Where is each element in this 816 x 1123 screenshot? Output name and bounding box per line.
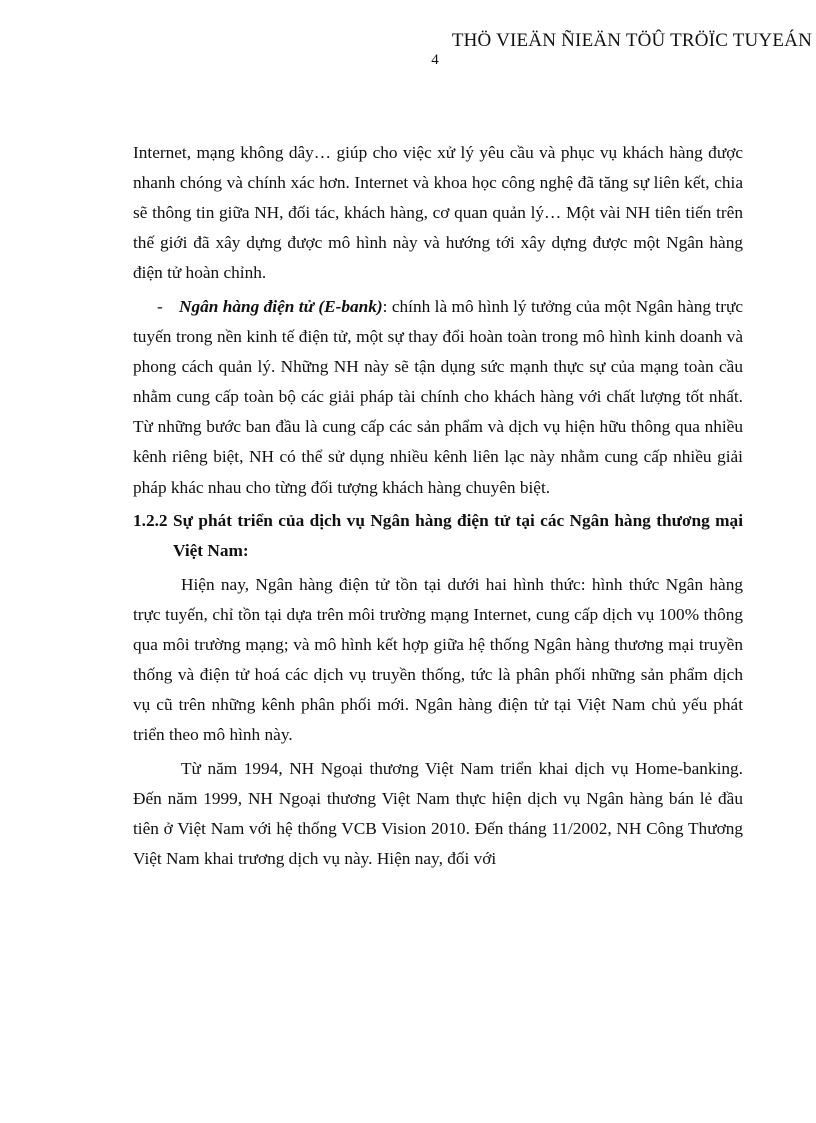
- site-header-title: THÖ VIEÄN ÑIEÄN TÖÛ TRÖÏC TUYEÁN: [451, 30, 812, 51]
- section-title: Sự phát triển của dịch vụ Ngân hàng điện tử tại các Ngân hàng thương mại Việt Nam:: [173, 511, 743, 561]
- document-body: [133, 138, 743, 878]
- paragraph-forms: Hiện nay, Ngân hàng điện tử tồn tại dưới hai hình thức: hình thức Ngân hàng trực tuyến, chỉ tồn tại dựa trên môi trường mạng Internet, cung cấp dịch vụ 100% thông qua môi trường mạng; và mô hình kết hợp giữa hệ thống Ngân hàng thương mại truyền thống và điện tử hoá các dịch vụ truyền thống, tức là phân phối những sản phẩm dịch vụ cũ trên những kênh phân phối mới. Ngân hàng điện tử tại Việt Nam chủ yếu phát triển theo mô hình này.: [133, 574, 743, 745]
- paragraph-history: Từ năm 1994, NH Ngoại thương Việt Nam triển khai dịch vụ Home-banking. Đến năm 1999, NH Ngoại thương Việt Nam thực hiện dịch vụ Ngân hàng bán lẻ đầu tiên ở Việt Nam với hệ thống VCB Vision 2010. Đến tháng 11/2002, NH Công Thương Việt Nam khai trương dịch vụ này. Hiện nay, đối với: [133, 758, 743, 869]
- bullet-term: Ngân hàng điện tử (E-bank): [179, 296, 383, 316]
- paragraph-continued: Internet, mạng không dây… giúp cho việc xử lý yêu cầu và phục vụ khách hàng được nhanh chóng và chính xác hơn. Internet và khoa học công nghệ đã tăng sự liên kết, chia sẽ thông tin giữa NH, đối tác, khách hàng, cơ quan quản lý… Một vài NH tiên tiến trên thế giới đã xây dựng được mô hình này và hướng tới xây dựng được một Ngân hàng điện tử hoàn chỉnh.: [133, 143, 743, 283]
- bullet-item-e-bank: [133, 292, 743, 503]
- page-number: 4: [431, 52, 439, 68]
- bullet-dash: -: [157, 296, 163, 316]
- bullet-text: : chính là mô hình lý tưởng của một Ngân hàng trực tuyến trong nền kinh tế điện tử, một sự thay đổi hoàn toàn trong mô hình kinh doanh và phong cách quản lý. Những NH này sẽ tận dụng sức mạnh thực sự của mạng toàn cầu nhằm cung cấp toàn bộ các giải pháp tài chính cho khách hàng với chất lượng tốt nhất. Từ những bước ban đầu là cung cấp các sản phẩm và dịch vụ hiện hữu thông qua nhiều kênh riêng biệt, NH có thể sử dụng nhiều kênh liên lạc này nhằm cung cấp nhiều giải pháp khác nhau cho từng đối tượng khách hàng chuyên biệt.: [133, 296, 744, 497]
- section-number: 1.2.2: [133, 511, 168, 531]
- section-heading: [133, 506, 743, 566]
